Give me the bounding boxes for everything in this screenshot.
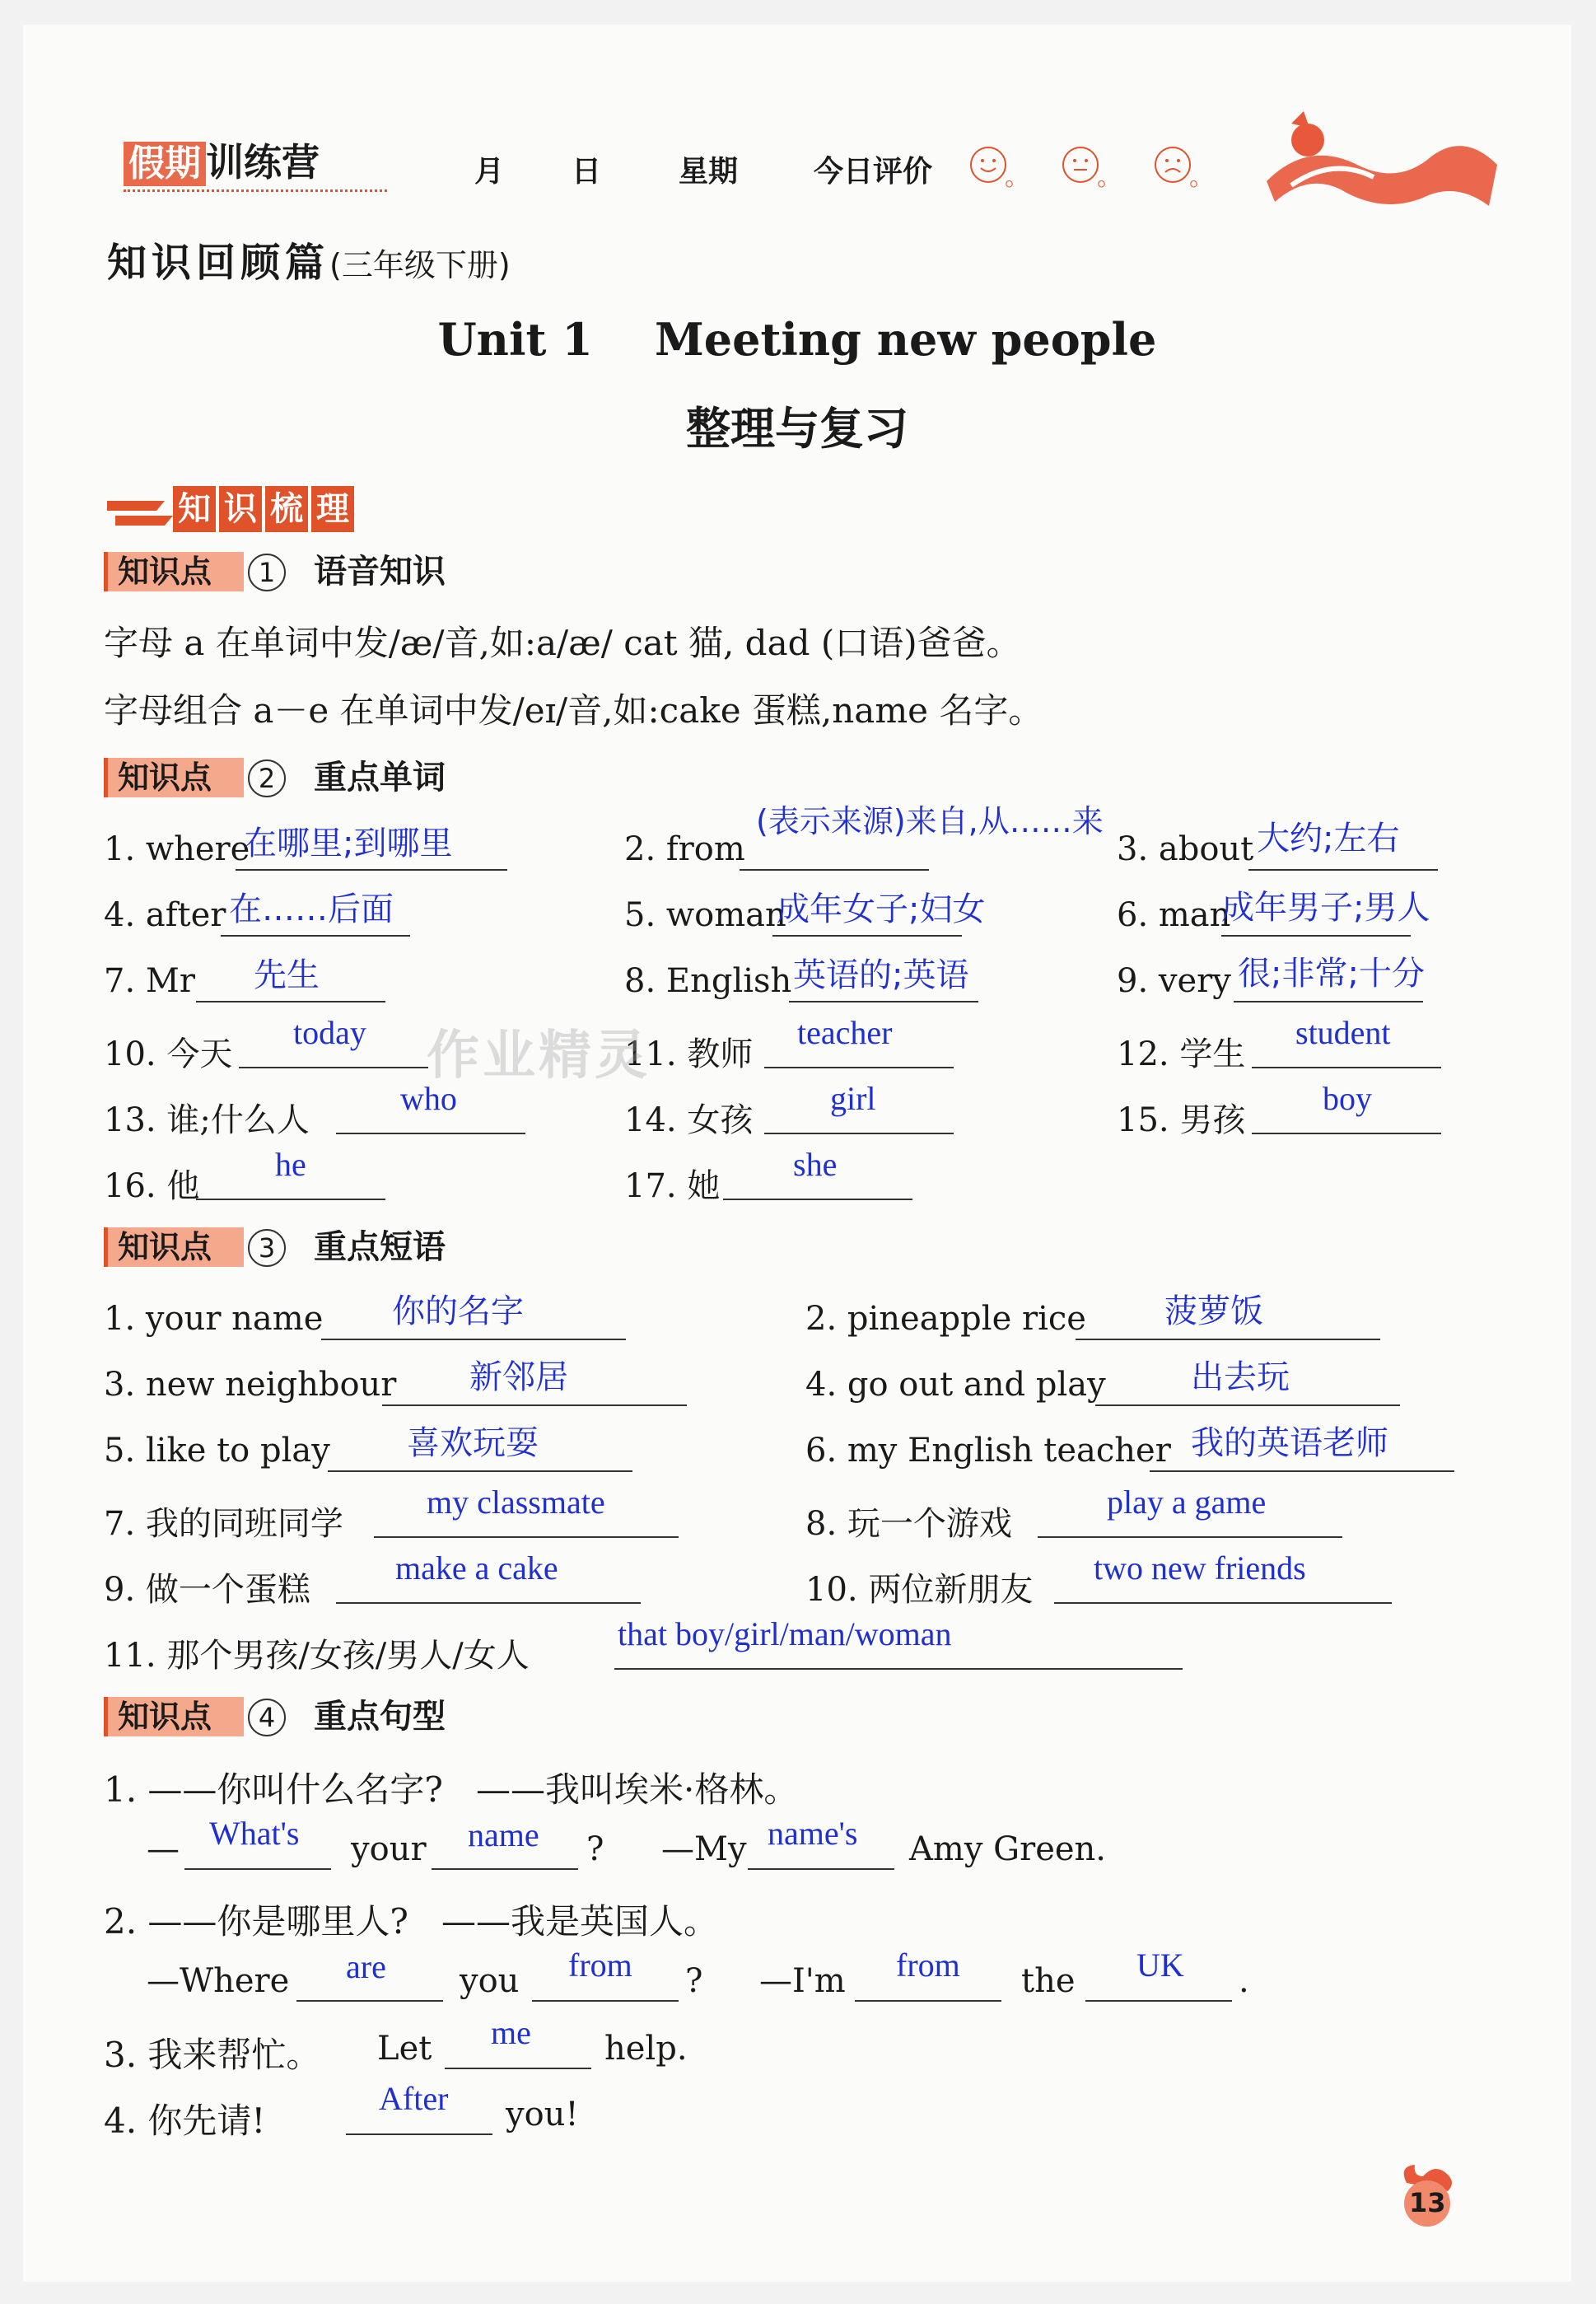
kp-title: 重点句型 — [314, 1698, 446, 1736]
word-question: 5. woman — [624, 896, 786, 934]
sentence-2-chinese: 2. ——你是哪里人? ——我是英国人。 — [104, 1901, 718, 1942]
answer-line[interactable] — [382, 1404, 687, 1406]
answer-line[interactable] — [321, 1339, 626, 1340]
word-question: 10. 今天 — [104, 1035, 233, 1073]
sentence-word: Amy Green. — [909, 1830, 1107, 1868]
phrase-answer: 新邻居 — [469, 1358, 568, 1396]
word-question: 17. 她 — [624, 1167, 721, 1205]
rating-dot: 。 — [1005, 163, 1029, 192]
knowledge-point-2 — [104, 758, 598, 801]
word-question: 2. from — [624, 830, 745, 868]
phrase-question: 2. pineapple rice — [805, 1300, 1086, 1338]
phrase-answer: my classmate — [427, 1484, 605, 1521]
kp-number: 1 — [248, 554, 286, 591]
banner-char: 识 — [219, 486, 262, 532]
sentence-answer: What's — [209, 1815, 300, 1852]
answer-line[interactable] — [184, 1868, 331, 1870]
answer-line[interactable] — [346, 2133, 492, 2135]
brand — [124, 140, 320, 186]
sentence-word: you — [460, 1962, 520, 2000]
sentence-answer: UK — [1136, 1946, 1184, 1984]
banner-char: 知 — [173, 486, 216, 532]
dragon-icon — [1258, 107, 1505, 217]
word-answer: student — [1295, 1014, 1391, 1051]
phrase-answer: 喜欢玩耍 — [407, 1424, 539, 1462]
answer-line[interactable] — [532, 2000, 679, 2002]
answer-line[interactable] — [1252, 1133, 1441, 1134]
rating-dot: 。 — [1097, 163, 1122, 192]
banner-char: 梳 — [265, 486, 308, 532]
phonics-line-1: 字母 a 在单词中发/æ/音,如:a/æ/ cat 猫, dad (口语)爸爸。 — [104, 623, 1021, 663]
answer-line[interactable] — [374, 1536, 679, 1538]
brand-box: 假期 — [124, 142, 206, 186]
word-answer: 在哪里;到哪里 — [244, 825, 453, 862]
watermark: 作业精灵 — [427, 1026, 651, 1087]
answer-line[interactable] — [1252, 1067, 1441, 1068]
sentence-word: —My — [661, 1830, 747, 1868]
sentence-answer: name — [468, 1816, 539, 1853]
neutral-face-icon[interactable] — [1062, 147, 1099, 183]
kp-title: 语音知识 — [314, 553, 446, 591]
sentence-word: the — [1021, 1962, 1076, 2000]
phrase-answer: make a cake — [395, 1549, 558, 1587]
answer-line[interactable] — [789, 1001, 978, 1002]
answer-line[interactable] — [239, 1067, 428, 1068]
word-answer: girl — [830, 1080, 876, 1117]
phrase-question: 5. like to play — [104, 1432, 330, 1470]
word-question: 14. 女孩 — [624, 1101, 754, 1139]
banner-arrow-icon — [107, 493, 173, 537]
unit-title: Unit 1 Meeting new people — [437, 313, 1157, 366]
answer-line[interactable] — [1150, 1470, 1454, 1472]
sentence-1-chinese: 1. ——你叫什么名字? ——我叫埃米·格林。 — [104, 1769, 799, 1810]
sentence-answer: are — [346, 1948, 386, 1985]
kp-tag: 知识点 — [104, 758, 244, 797]
sentence-word: Let — [377, 2030, 432, 2068]
word-answer: 成年女子;妇女 — [777, 890, 986, 928]
phrase-question: 10. 两位新朋友 — [805, 1571, 1034, 1609]
answer-line[interactable] — [221, 935, 410, 937]
sentence-3-chinese: 3. 我来帮忙。 — [104, 2035, 321, 2075]
phrase-answer: 出去玩 — [1191, 1358, 1290, 1396]
answer-line[interactable] — [764, 1067, 954, 1068]
answer-line[interactable] — [328, 1470, 632, 1472]
word-question: 12. 学生 — [1117, 1035, 1246, 1073]
sentence-answer: name's — [768, 1815, 858, 1852]
kp-tag: 知识点 — [104, 1227, 244, 1267]
phrase-question: 7. 我的同班同学 — [104, 1505, 343, 1543]
page-subtitle: 整理与复习 — [686, 403, 908, 455]
sentence-word: your — [351, 1830, 427, 1868]
word-answer: 大约;左右 — [1257, 820, 1400, 858]
sentence-answer: from — [896, 1946, 960, 1984]
answer-line[interactable] — [445, 2068, 591, 2069]
kp-tag: 知识点 — [104, 1697, 244, 1736]
word-answer: she — [793, 1146, 838, 1183]
answer-line[interactable] — [336, 1602, 641, 1604]
module-banner — [173, 486, 354, 532]
sentence-word: —I'm — [759, 1962, 846, 2000]
rating-label: 今日评价 — [814, 155, 933, 189]
phrase-question: 9. 做一个蛋糕 — [104, 1571, 310, 1609]
rating-dot: 。 — [1189, 163, 1214, 192]
banner-char: 理 — [311, 486, 354, 532]
answer-line[interactable] — [336, 1133, 525, 1134]
word-question: 4. after — [104, 896, 226, 934]
phrase-answer: two new friends — [1094, 1549, 1306, 1587]
phrase-answer: that boy/girl/man/woman — [618, 1615, 952, 1652]
phrase-answer: 你的名字 — [392, 1292, 524, 1330]
word-question: 6. man — [1117, 896, 1231, 934]
sentence-answer: from — [568, 1946, 632, 1984]
word-question: 15. 男孩 — [1117, 1101, 1246, 1139]
answer-line[interactable] — [432, 1868, 578, 1870]
answer-line[interactable] — [196, 1001, 385, 1002]
answer-line[interactable] — [614, 1668, 1183, 1670]
kp-number: 2 — [248, 759, 286, 797]
word-answer: 成年男子;男人 — [1221, 889, 1430, 927]
phrase-answer: 我的英语老师 — [1191, 1424, 1388, 1462]
word-question: 3. about — [1117, 830, 1254, 868]
answer-line[interactable] — [1221, 935, 1411, 937]
knowledge-point-4 — [104, 1697, 598, 1740]
smile-face-icon[interactable] — [970, 147, 1006, 183]
answer-line[interactable] — [1234, 1001, 1423, 1002]
phrase-answer: play a game — [1107, 1484, 1267, 1521]
knowledge-point-3 — [104, 1227, 598, 1270]
answer-line[interactable] — [748, 1868, 894, 1870]
phrase-question: 6. my English teacher — [805, 1432, 1171, 1470]
sentence-word: help. — [604, 2030, 688, 2068]
answer-line[interactable] — [764, 1133, 954, 1134]
answer-line[interactable] — [855, 2000, 1001, 2002]
word-question: 16. 他 — [104, 1167, 200, 1205]
answer-line[interactable] — [296, 2000, 443, 2002]
sentence-word: ? — [685, 1962, 703, 2000]
answer-line[interactable] — [1076, 1339, 1380, 1340]
kp-tag: 知识点 — [104, 552, 244, 591]
answer-line[interactable] — [1095, 1404, 1400, 1406]
word-question: 9. very — [1117, 962, 1231, 1000]
kp-number: 4 — [248, 1699, 286, 1736]
word-question: 8. English — [624, 962, 792, 1000]
word-answer: he — [275, 1146, 306, 1183]
phrase-question: 11. 那个男孩/女孩/男人/女人 — [104, 1637, 530, 1675]
kp-title: 重点短语 — [314, 1228, 446, 1266]
word-answer: 在……后面 — [229, 890, 394, 928]
answer-line[interactable] — [196, 1199, 385, 1200]
answer-line[interactable] — [1038, 1536, 1342, 1538]
answer-line[interactable] — [1085, 2000, 1232, 2002]
word-answer: boy — [1323, 1080, 1372, 1117]
sentence-4-chinese: 4. 你先请! — [104, 2101, 266, 2141]
word-answer: 很;非常;十分 — [1238, 955, 1425, 993]
sentence-answer: After — [379, 2080, 449, 2117]
kp-title: 重点单词 — [314, 759, 446, 797]
answer-line[interactable] — [1054, 1602, 1392, 1604]
phrase-answer: 菠萝饭 — [1164, 1292, 1263, 1330]
answer-line[interactable] — [772, 935, 962, 937]
answer-line[interactable] — [1248, 869, 1438, 871]
sentence-word: you! — [506, 2096, 579, 2133]
day-label: 日 — [572, 155, 602, 189]
answer-line[interactable] — [236, 869, 507, 871]
word-answer: teacher — [797, 1014, 893, 1051]
sentence-answer: me — [491, 2014, 531, 2051]
knowledge-point-1 — [104, 552, 598, 595]
sentence-word: . — [1239, 1962, 1249, 2000]
word-question: 1. where — [104, 830, 250, 868]
phonics-line-2: 字母组合 a－e 在单词中发/eɪ/音,如:cake 蛋糕,name 名字。 — [104, 690, 1043, 731]
phrase-question: 8. 玩一个游戏 — [805, 1505, 1012, 1543]
page-number: 13 — [1409, 2187, 1446, 2218]
sad-face-icon[interactable] — [1155, 147, 1191, 183]
word-answer: 先生 — [254, 956, 320, 994]
workbook-page — [23, 25, 1571, 2282]
word-answer: today — [293, 1014, 366, 1051]
header-underline — [124, 189, 387, 192]
phrase-question: 1. your name — [104, 1300, 324, 1338]
word-answer: 英语的;英语 — [793, 956, 969, 994]
word-answer: (表示来源)来自,从……来 — [756, 803, 1104, 839]
weekday-label: 星期 — [679, 155, 739, 189]
word-question: 13. 谁;什么人 — [104, 1101, 310, 1139]
answer-line[interactable] — [740, 869, 929, 871]
answer-line[interactable] — [723, 1199, 912, 1200]
brand-text: 训练营 — [206, 140, 320, 185]
word-question: 7. Mr — [104, 962, 195, 1000]
sentence-word: ? — [586, 1830, 604, 1868]
month-label: 月 — [474, 155, 505, 189]
word-question: 11. 教师 — [624, 1035, 754, 1073]
sentence-word: —Where — [147, 1962, 290, 2000]
word-answer: who — [400, 1080, 457, 1117]
dash: — — [147, 1830, 180, 1868]
phrase-question: 4. go out and play — [805, 1366, 1106, 1404]
kp-number: 3 — [248, 1229, 286, 1267]
section-title: 知识回顾篇(三年级下册) — [107, 240, 511, 286]
phrase-question: 3. new neighbour — [104, 1366, 397, 1404]
